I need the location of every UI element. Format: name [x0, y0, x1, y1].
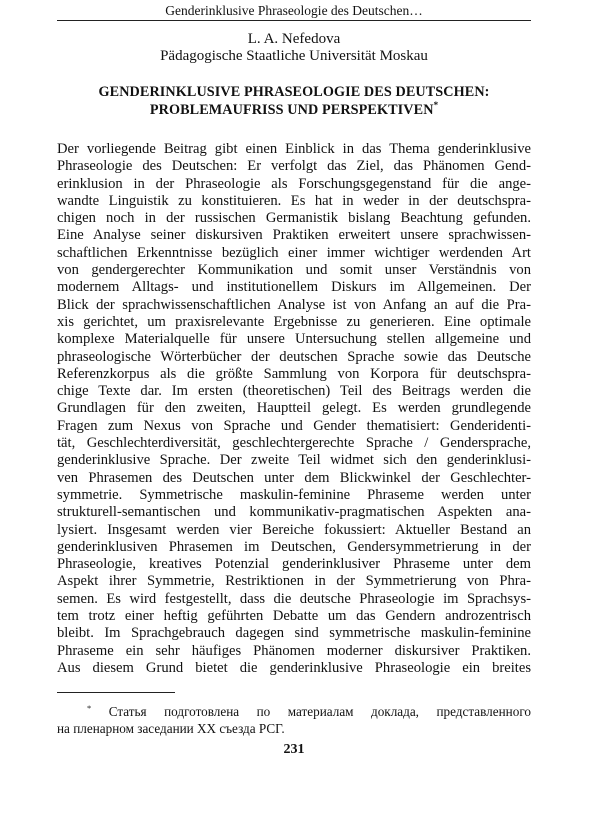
title-line-2-text: PROBLEMAUFRISS UND PERSPEKTIVEN: [149, 101, 434, 118]
abstract-line: lysiert. Insgesamt werden vier Bereiche fokussiert: Aktueller Bestand an: [57, 521, 531, 538]
abstract-line: Aspekt ihrer Symmetrie, Restriktionen in der Symmetrierung von Phra-: [57, 573, 531, 590]
footnote-divider: [57, 692, 175, 693]
abstract-line: Phraseologie, kreatives Potenzial genderinklusiver Phraseme unter dem: [57, 556, 531, 573]
abstract-line: Aus diesem Grund bietet die genderinklusive Phraseologie ein breites: [57, 659, 531, 676]
footnote-line-1: [57, 703, 531, 720]
abstract-line: Eine Analyse seiner diskursiven Praktiken erweitert unsere sprachwissen-: [57, 227, 531, 244]
footnote-line-2: на пленарном заседании XX съезда РСГ.: [57, 721, 285, 736]
footnote-text-1: Статья подготовлена по материалам доклада, представленного: [108, 704, 531, 719]
footnote-marker: *: [433, 99, 439, 110]
abstract-line: symmetrie. Symmetrische maskulin-feminine Phraseme werden unter: [57, 486, 531, 503]
abstract-line: strukturell-semantischen und kommunikativ-pragmatischen Aspekten ana-: [57, 504, 531, 521]
abstract-line: ven Phrasemen des Deutschen unter dem Blickwinkel der Geschlechter-: [57, 469, 531, 486]
abstract-line: Referenzkorpus als die größte Sammlung von Korpora für deutschspra-: [57, 365, 531, 382]
abstract-line: Phraseologie des Deutschen: Er verfolgt das Ziel, das Phänomen Gend-: [57, 158, 531, 175]
footnote-mark: *: [87, 703, 92, 713]
abstract-line: modernem Alltags- und institutionellem Diskurs im Allgemeinen. Der: [57, 279, 531, 296]
abstract-line: bleibt. Im Sprachgebrauch dagegen sind symmetrische maskulin-feminine: [57, 625, 531, 642]
abstract-line: Phraseme ein sehr häufiges Phänomen moderner diskursiver Praktiken.: [57, 642, 531, 659]
author-affiliation: Pädagogische Staatliche Universität Moskau: [160, 48, 428, 64]
abstract-line: Grundlagen für den zweiten, Hauptteil gelegt. Es werden grundlegende: [57, 400, 531, 417]
page-number: 231: [283, 742, 305, 757]
abstract-line: tem trotz einer heftig geführten Debatte um das Gendern androzentrisch: [57, 608, 531, 625]
title-line-1: GENDERINKLUSIVE PHRASEOLOGIE DES DEUTSCHEN:: [98, 84, 490, 100]
abstract-line: xis gerichtet, um praxisrelevante Ergebnisse zu generieren. Eine optimale: [57, 313, 531, 330]
abstract-line: Blick der sprachwissenschaftlichen Analyse ist von Anfang an auf die Pra-: [57, 296, 531, 313]
footnote: [57, 703, 531, 737]
abstract-line: von gendergerechter Kommunikation und somit unser Verständnis von: [57, 262, 531, 279]
abstract-paragraph: [57, 141, 531, 677]
author-name: L. A. Nefedova: [247, 31, 341, 47]
abstract-line: semen. Es wird festgestellt, dass die deutsche Phraseologie im Sprachsys-: [57, 590, 531, 607]
abstract-line: chige Texte dar. Im ersten (theoretischen) Teil des Beitrags werden die: [57, 383, 531, 400]
abstract-line: phraseologische Wörterbücher der deutschen Sprache sowie das Deutsche: [57, 348, 531, 365]
abstract-line: chigen noch in der russischen Germanistik bislang Beachtung gefunden.: [57, 210, 531, 227]
abstract-line: Fragen zum Nexus von Sprache und Gender thematisiert: Genderidenti-: [57, 417, 531, 434]
abstract-line: tät, Geschlechterdiversität, geschlechtergerechte Sprache / Gendersprache,: [57, 435, 531, 452]
abstract-line: komplexe Materialquelle für unsere Untersuchung stellen allgemeine und: [57, 331, 531, 348]
title-line-2: [57, 99, 531, 120]
running-head: Genderinklusive Phraseologie des Deutschen…: [57, 2, 531, 21]
abstract-line: genderinklusiven Phrasemen im Deutschen, Gendersymmetrierung in der: [57, 538, 531, 555]
article-title: [57, 84, 531, 119]
abstract-line: wandte Linguistik zu konstituieren. Es hat in weder in der deutschspra-: [57, 192, 531, 209]
abstract-line: schaftlichen Erkenntnisse bezüglich einer immer wichtiger werdenden Art: [57, 244, 531, 261]
abstract-line: Der vorliegende Beitrag gibt einen Einblick in das Thema genderinklusive: [57, 141, 531, 157]
abstract-line: genderinklusive Sprache. Der zweite Teil widmet sich den genderinklusi-: [57, 452, 531, 469]
abstract-line: erinklusion in der Phraseologie als Forschungsgegenstand für die ange-: [57, 175, 531, 192]
